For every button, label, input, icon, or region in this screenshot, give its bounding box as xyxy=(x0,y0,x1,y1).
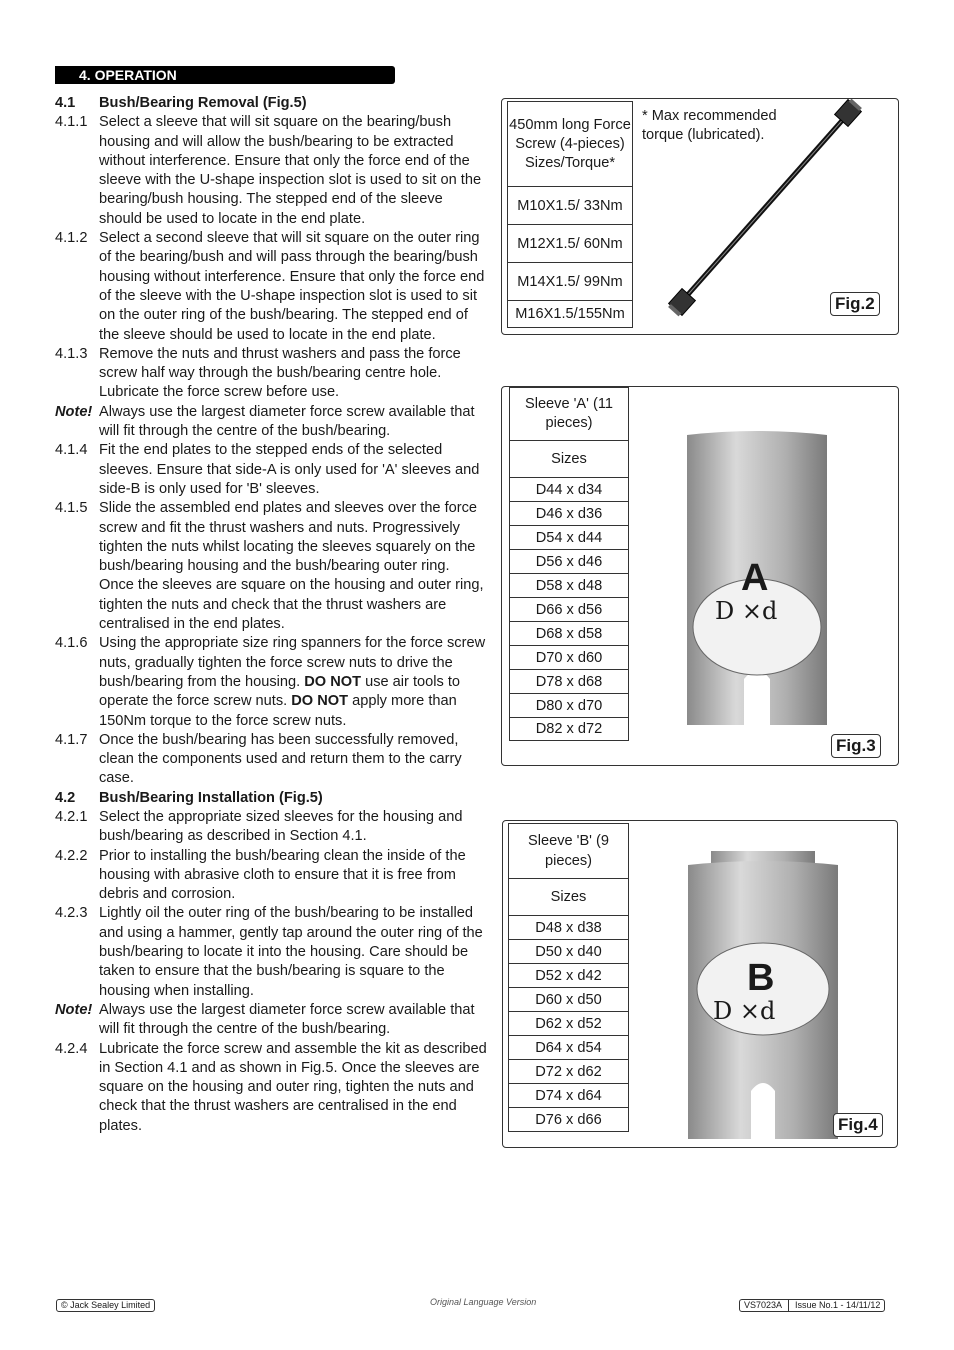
sleeve-b-badge-text: D ×d xyxy=(713,997,776,1025)
section-heading: 4. OPERATION xyxy=(55,66,395,84)
force-screw-header: 450mm long Force Screw (4-pieces) Sizes/Torque* xyxy=(508,102,633,187)
sleeve-a-size: D54 x d44 xyxy=(510,526,629,550)
item-text: Once the bush/bearing has been successfully removed, clean the components used and return them to the carry case. xyxy=(99,731,462,787)
fig2-panel xyxy=(501,98,899,335)
item-text: Select the appropriate sized sleeves for the housing and bush/bearing as described in Section 4.1. xyxy=(99,808,463,845)
model-issue xyxy=(739,1299,885,1312)
fig3-label: Fig.3 xyxy=(831,734,881,758)
sleeve-a-size: D56 x d46 xyxy=(510,550,629,574)
item-number: 4.1.6 xyxy=(55,635,88,652)
instruction-item xyxy=(55,229,487,345)
item-text: Always use the largest diameter force screw available that will fit through the centre of the bush/bearing. xyxy=(99,403,475,440)
sleeve-a-size: D66 x d56 xyxy=(510,598,629,622)
item-text: Fit the end plates to the stepped ends of the selected sleeves. Ensure that side-A is only used for 'A' sleeves and side-B is only used for 'B' sleeves. xyxy=(99,442,480,497)
item-number: Note! xyxy=(55,1001,93,1018)
warning-emphasis: DO NOT xyxy=(304,673,362,690)
sleeve-b-table xyxy=(508,823,629,1132)
force-screw-table xyxy=(507,101,633,328)
item-number: 4.1 xyxy=(55,95,76,111)
force-screw-size: M10X1.5/ 33Nm xyxy=(508,187,633,225)
instruction-item xyxy=(55,345,487,403)
sleeve-b-size: D48 x d38 xyxy=(509,916,629,940)
item-number: 4.1.7 xyxy=(55,731,88,748)
instruction-item xyxy=(55,634,487,730)
sleeve-b-sizes-label: Sizes xyxy=(509,879,629,916)
item-text: Remove the nuts and thrust washers and pass the force screw half way through the bush/bearing centre hole. Lubricate the force screw before use. xyxy=(99,345,461,401)
sleeve-a-badge-text: D ×d xyxy=(715,597,778,625)
sleeve-a-size: D78 x d68 xyxy=(510,670,629,694)
fig4-label: Fig.4 xyxy=(833,1113,883,1137)
warning-emphasis: DO NOT xyxy=(291,693,349,710)
item-text: Slide the assembled end plates and sleeves over the force screw and fit the thrust washers and nuts. Progressively tighten the nuts whilst locating the sleeves squarely on the bush/bearing housing and the bush/bearing outer ring. Once the sleeves are square on the housing and outer ring, tighten the nuts and check that the thrust washers are centralised in the end plates. xyxy=(99,500,484,633)
copyright: © Jack Sealey Limited xyxy=(56,1299,155,1312)
item-text: Bush/Bearing Installation (Fig.5) xyxy=(99,789,323,806)
instruction-item xyxy=(55,904,487,1000)
issue-number: Issue No.1 - 14/11/12 xyxy=(795,1300,881,1310)
sleeve-a-size: D80 x d70 xyxy=(510,694,629,718)
sleeve-b-header: Sleeve 'B' (9 pieces) xyxy=(509,824,629,879)
sleeve-a-sizes-label: Sizes xyxy=(510,441,629,478)
note-item xyxy=(55,1001,487,1040)
sleeve-a-size: D82 x d72 xyxy=(510,718,629,741)
torque-note: * Max recommended torque (lubricated). xyxy=(642,108,777,143)
item-number: 4.2 xyxy=(55,789,76,806)
sleeve-a-table xyxy=(509,387,629,741)
item-text: Select a sleeve that will sit square on the bearing/bush housing and will allow the bush/bearing to be extracted without interference. Ensure that only the force end of the sleeve with the U-shape inspection slot is used to sit on the bearing/bush housing. The stepped end of the sleeve should be used to locate in the end plate. xyxy=(99,114,482,227)
sleeve-b-size: D62 x d52 xyxy=(509,1012,629,1036)
item-number: 4.2.1 xyxy=(55,808,88,825)
force-screw-image xyxy=(662,99,862,324)
instructions-column xyxy=(55,94,487,1136)
item-text: Lubricate the force screw and assemble the kit as described in Section 4.1 and as shown in Fig.5. Once the sleeves are square on the housing and outer ring, tighten the nuts and check that the thrust washers are centralised in the end plates. xyxy=(99,1040,487,1134)
section-subheading xyxy=(55,789,487,808)
item-number: 4.1.1 xyxy=(55,114,88,131)
sleeve-b-size: D74 x d64 xyxy=(509,1084,629,1108)
item-text-part: Using the appropriate size ring spanners for the force screw nuts, gradually tighten the force screw nuts to drive the bush/bearing from the housing. xyxy=(99,635,486,690)
force-screw-size: M12X1.5/ 60Nm xyxy=(508,225,633,263)
instruction-item xyxy=(55,113,487,229)
item-text xyxy=(99,634,487,730)
sleeve-a-size: D46 x d36 xyxy=(510,502,629,526)
item-text: Select a second sleeve that will sit square on the outer ring of the bearing/bush and will pass through the bearing/bush housing without interference. Ensure that only the force end of the sleeve with the U-shape inspection slot is used to sit on the outer ring of the bush/bearing. The stepped end of the sleeve should be used to locate in the end plate. xyxy=(99,230,485,343)
note-item xyxy=(55,403,487,442)
sleeve-b-size: D52 x d42 xyxy=(509,964,629,988)
sleeve-b-size: D76 x d66 xyxy=(509,1108,629,1132)
item-number: 4.2.3 xyxy=(55,905,88,922)
force-screw-size: M14X1.5/ 99Nm xyxy=(508,263,633,301)
fig2-label: Fig.2 xyxy=(830,292,880,316)
instruction-item xyxy=(55,847,487,905)
item-text: Bush/Bearing Removal (Fig.5) xyxy=(99,95,307,111)
sleeve-b-size: D64 x d54 xyxy=(509,1036,629,1060)
item-number: 4.1.3 xyxy=(55,345,88,362)
item-text: Lightly oil the outer ring of the bush/bearing to be installed and using a hammer, gently tap around the outer ring of the bush/bearing to locate it into the housing. Care should be taken to ensure that the bush/bearing is square to the housing when installing. xyxy=(99,905,483,999)
instruction-item xyxy=(55,441,487,499)
sleeve-b-size: D72 x d62 xyxy=(509,1060,629,1084)
item-text-part: use air tools to operate the force screw nuts. xyxy=(99,673,461,710)
fig4-panel xyxy=(502,820,898,1148)
item-text-part: apply more than 150Nm torque to the force screw nuts. xyxy=(99,693,457,729)
sleeve-a-header: Sleeve 'A' (11 pieces) xyxy=(510,388,629,441)
item-text: Always use the largest diameter force screw available that will fit through the centre of the bush/bearing. xyxy=(99,1001,475,1038)
item-number: 4.1.2 xyxy=(55,230,88,247)
item-number: 4.1.5 xyxy=(55,500,88,517)
sleeve-b-size: D60 x d50 xyxy=(509,988,629,1012)
item-number: 4.2.2 xyxy=(55,847,88,864)
instruction-item xyxy=(55,808,487,847)
language-note: Original Language Version xyxy=(430,1297,537,1307)
instruction-item xyxy=(55,1040,487,1136)
fig3-panel xyxy=(501,386,899,766)
sleeve-b-size: D50 x d40 xyxy=(509,940,629,964)
sleeve-a-size: D58 x d48 xyxy=(510,574,629,598)
instruction-item xyxy=(55,499,487,634)
sleeve-a-size: D44 x d34 xyxy=(510,478,629,502)
instruction-item xyxy=(55,731,487,789)
item-number: 4.1.4 xyxy=(55,442,88,459)
section-subheading xyxy=(55,94,487,113)
sleeve-a-badge-letter: A xyxy=(741,557,769,599)
sleeve-a-size: D70 x d60 xyxy=(510,646,629,670)
model-number: VS7023A xyxy=(740,1300,789,1311)
sleeve-a-size: D68 x d58 xyxy=(510,622,629,646)
force-screw-size: M16X1.5/155Nm xyxy=(508,301,633,328)
item-text: Prior to installing the bush/bearing clean the inside of the housing with abrasive cloth to ensure that it is free from debris and corrosion. xyxy=(99,847,466,903)
item-number: Note! xyxy=(55,403,93,420)
sleeve-b-badge-letter: B xyxy=(747,957,775,999)
item-number: 4.2.4 xyxy=(55,1040,88,1057)
